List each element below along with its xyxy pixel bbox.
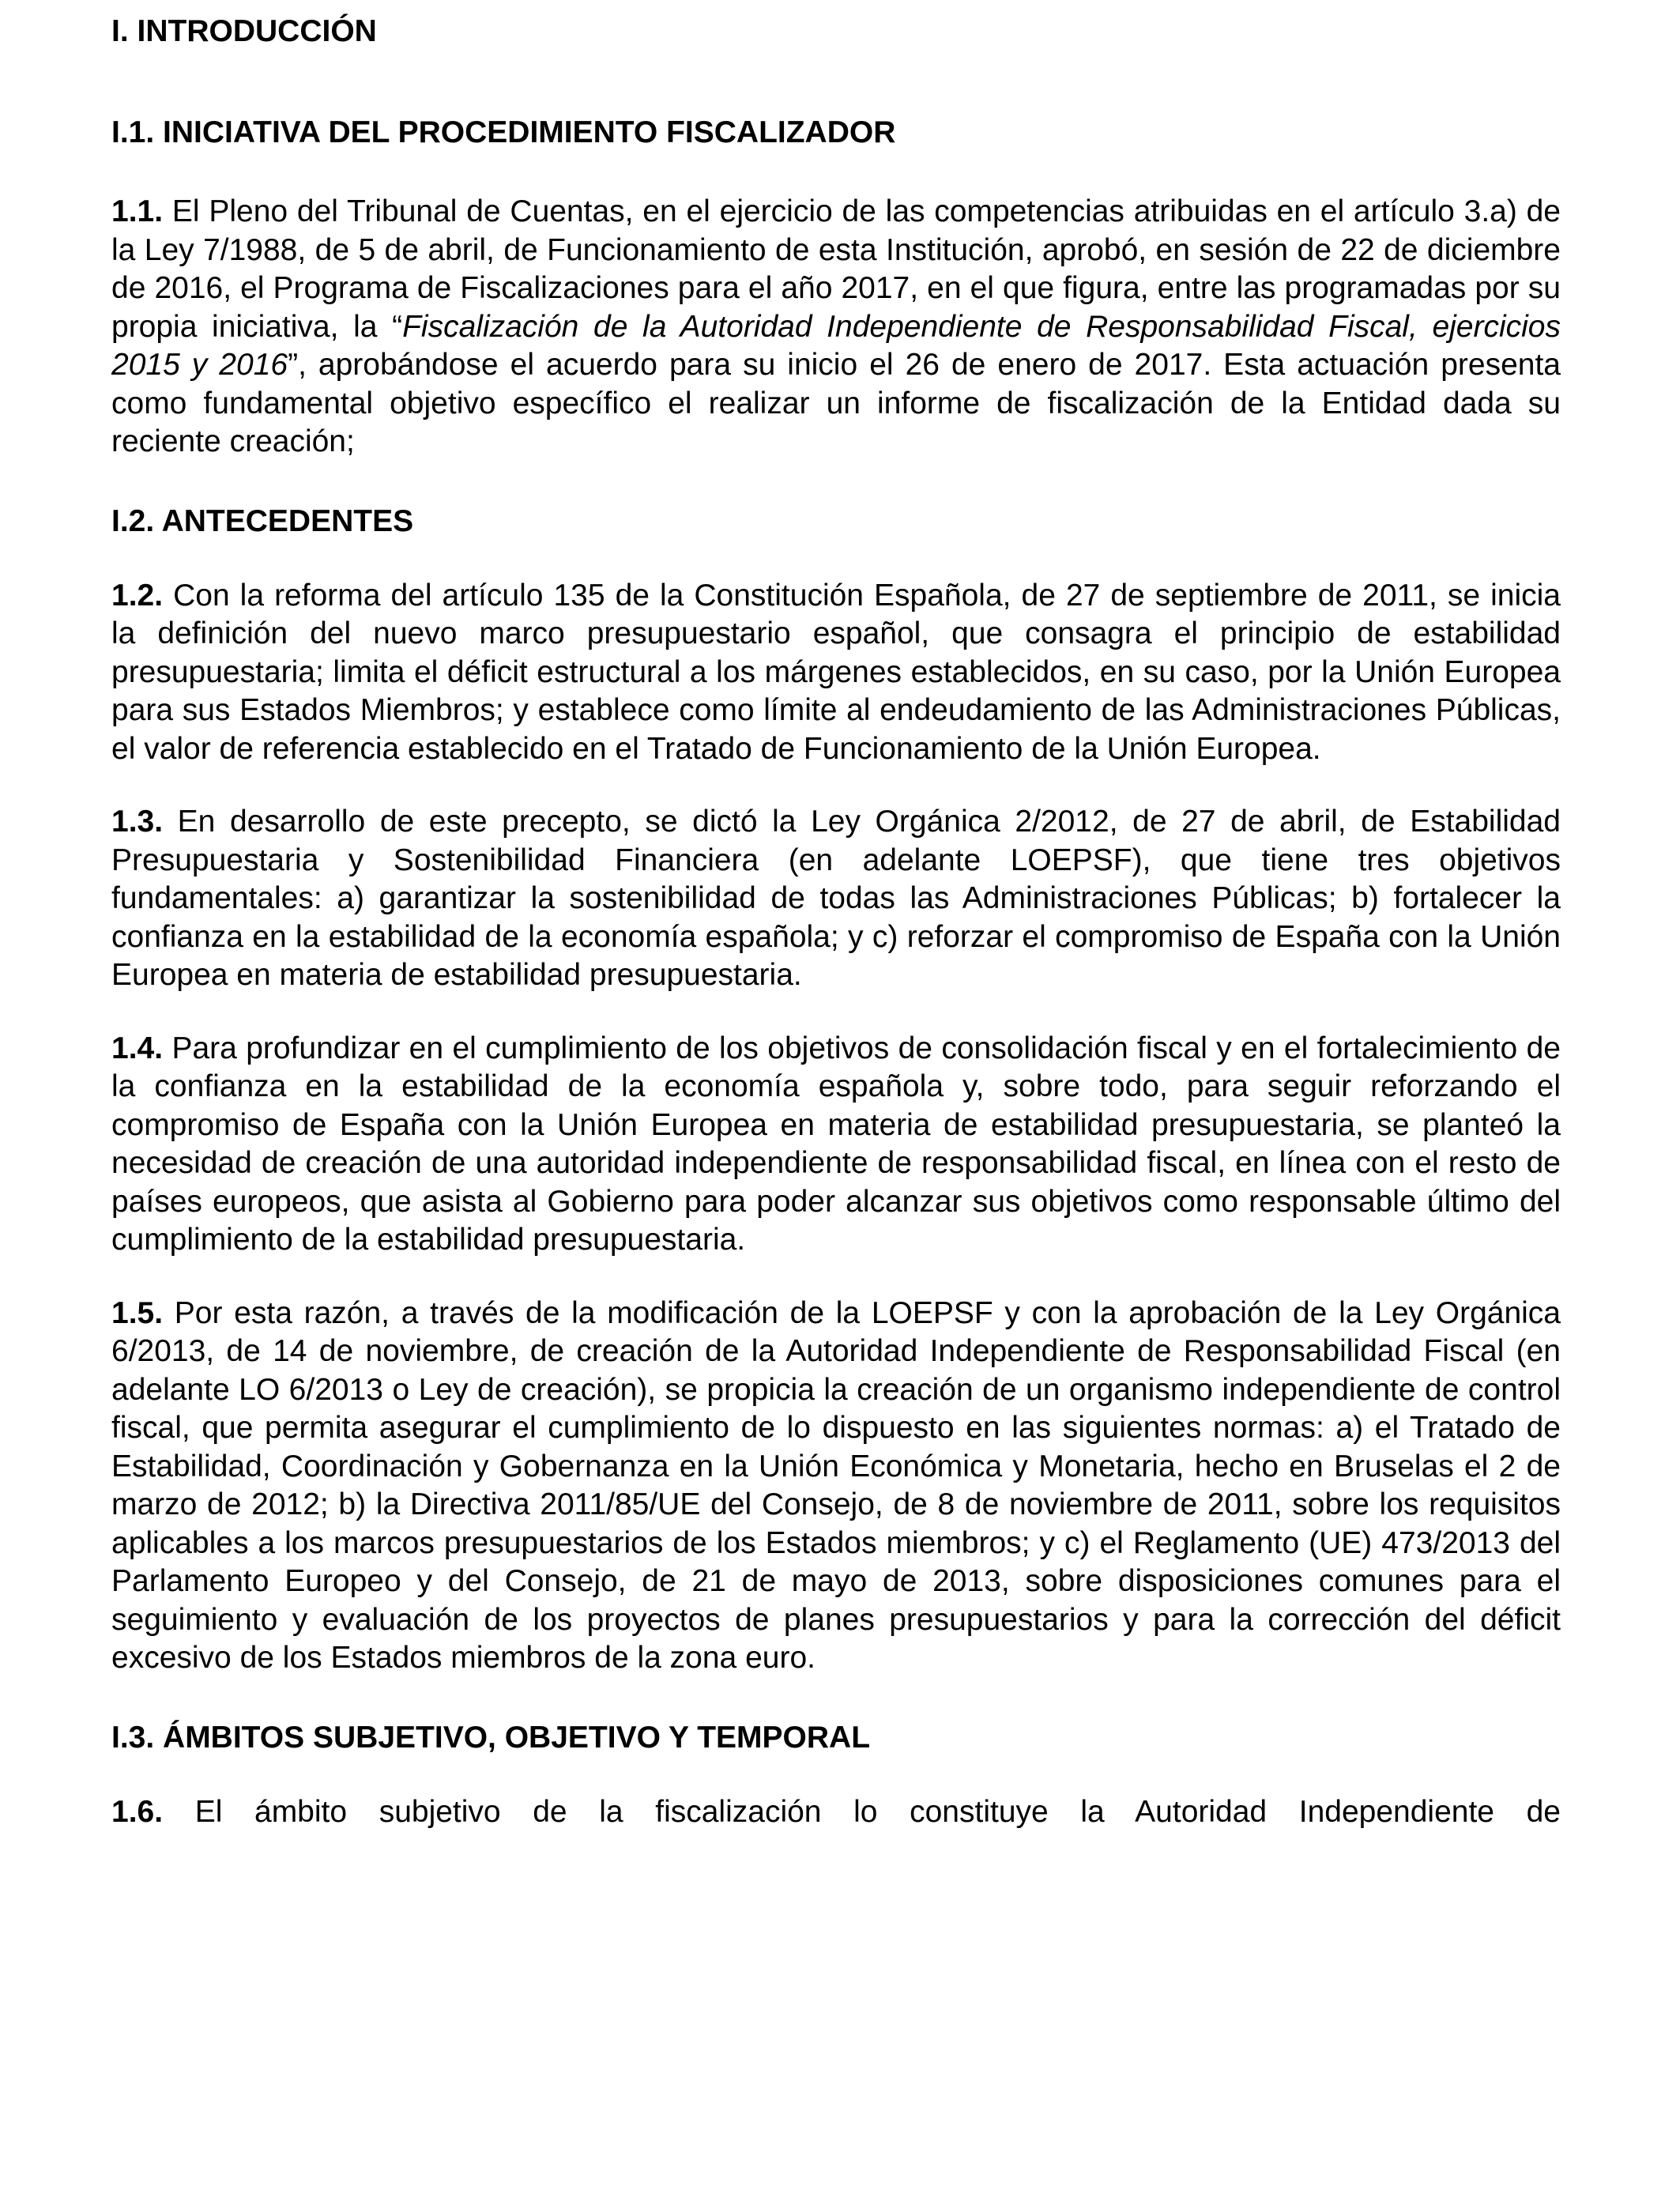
section-heading-introduccion: I. INTRODUCCIÓN bbox=[111, 14, 377, 48]
paragraph-text: El Pleno del Tribunal de Cuentas, en el ejercicio de las competencias atribuidas en el artículo 3.a) de la Ley 7/1988, de 5 de abril, de Funcionamiento de esta Institución, aprobó, en sesión de 22 de diciembre de 2016, el Programa de Fiscalizaciones para el año 2017, en el que figura, entre las programadas por su propia iniciativa, la “ bbox=[111, 194, 1561, 344]
paragraph-text: Para profundizar en el cumplimiento de los objetivos de consolidación fiscal y en el fortalecimiento de la confianza en la estabilidad de la economía española y, sobre todo, para seguir reforzando el compromiso de España con la Unión Europea en materia de estabilidad presupuestaria, se planteó la necesidad de creación de una autoridad independiente de responsabilidad fiscal, en línea con el resto de países europeos, que asista al Gobierno para poder alcanzar sus objetivos como responsable último del cumplimiento de la estabilidad presupuestaria. bbox=[111, 1031, 1561, 1257]
paragraph-text: Por esta razón, a través de la modificación de la LOEPSF y con la aprobación de la Ley Orgánica 6/2013, de 14 de noviembre, de creación de la Autoridad Independiente de Responsabilidad Fiscal (en adelante LO 6/2013 o Ley de creación), se propicia la creación de un organismo independiente de control fiscal, que permita asegurar el cumplimiento de lo dispuesto en las siguientes normas: a) el Tratado de Estabilidad, Coordinación y Gobernanza en la Unión Económica y Monetaria, hecho en Bruselas el 2 de marzo de 2012; b) la Directiva 2011/85/UE del Consejo, de 8 de noviembre de 2011, sobre los requisitos aplicables a los marcos presupuestarios de los Estados miembros; y c) el Reglamento (UE) 473/2013 del Parlamento Europeo y del Consejo, de 21 de mayo de 2013, sobre disposiciones comunes para el seguimiento y evaluación de los proyectos de planes presupuestarios y para la corrección del déficit excesivo de los Estados miembros de la zona euro. bbox=[111, 1295, 1561, 1675]
paragraph-number: 1.4. bbox=[111, 1031, 164, 1065]
paragraph-number: 1.5. bbox=[111, 1295, 164, 1330]
paragraph-1-5 bbox=[111, 1295, 1561, 1678]
paragraph-1-1 bbox=[111, 193, 1561, 462]
paragraph-number: 1.3. bbox=[111, 805, 164, 839]
paragraph-1-4 bbox=[111, 1030, 1561, 1260]
paragraph-text: El ámbito subjetivo de la fiscalización lo constituye la Autoridad Independiente de bbox=[163, 1794, 1561, 1829]
paragraph-text: Con la reforma del artículo 135 de la Constitución Española, de 27 de septiembre de 2011, se inicia la definición del nuevo marco presupuestario español, que consagra el principio de estabilidad presupuestaria; limita el déficit estructural a los márgenes establecidos, en su caso, por la Unión Europea para sus Estados Miembros; y establece como límite al endeudamiento de las Administraciones Públicas, el valor de referencia establecido en el Tratado de Funcionamiento de la Unión Europea. bbox=[111, 578, 1561, 766]
paragraph-number: 1.6. bbox=[111, 1794, 164, 1829]
paragraph-text: ”, aprobándose el acuerdo para su inicio el 26 de enero de 2017. Esta actuación presenta como fundamental objetivo específico el realizar un informe de fiscalización de la Entidad dada su reciente creación; bbox=[111, 348, 1561, 458]
paragraph-1-3 bbox=[111, 803, 1561, 995]
document-page bbox=[111, 11, 1561, 1831]
paragraph-number: 1.2. bbox=[111, 578, 164, 613]
section-heading-ambitos: I.3. ÁMBITOS SUBJETIVO, OBJETIVO Y TEMPORAL bbox=[111, 1720, 871, 1755]
paragraph-number: 1.1. bbox=[111, 194, 164, 228]
section-heading-antecedentes: I.2. ANTECEDENTES bbox=[111, 503, 414, 538]
section-heading-iniciativa: I.1. INICIATIVA DEL PROCEDIMIENTO FISCALIZADOR bbox=[111, 115, 896, 149]
paragraph-text: En desarrollo de este precepto, se dictó la Ley Orgánica 2/2012, de 27 de abril, de Estabilidad Presupuestaria y Sostenibilidad Financiera (en adelante LOEPSF), que tiene tres objetivos fundamentales: a) garantizar la sostenibilidad de todas las Administraciones Públicas; b) fortalecer la confianza en la estabilidad de la economía española; y c) reforzar el compromiso de España con la Unión Europea en materia de estabilidad presupuestaria. bbox=[111, 805, 1561, 992]
paragraph-1-2 bbox=[111, 577, 1561, 769]
paragraph-1-6 bbox=[111, 1793, 1561, 1832]
paragraph-italic-title: Fiscalización de la Autoridad Independiente de Responsabilidad Fiscal, ejercicios 2015 y 2016 bbox=[111, 309, 1561, 382]
